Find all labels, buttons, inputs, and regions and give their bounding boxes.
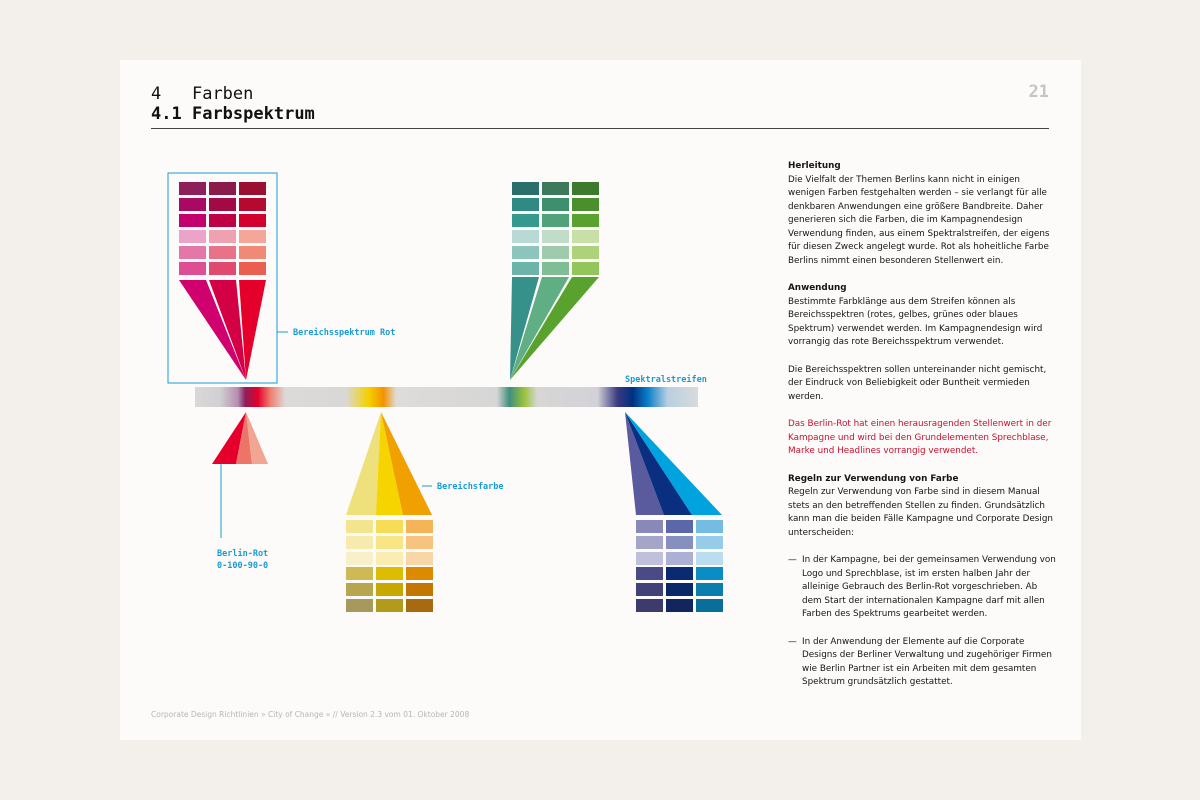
- chapter-number: 4: [151, 84, 162, 104]
- anwendung-paragraph: [788, 282, 1058, 350]
- blue-swatch-grid: [636, 520, 723, 612]
- herleitung-heading: Herleitung: [788, 161, 841, 171]
- section-number: 4.1: [151, 104, 182, 124]
- document-page: [120, 60, 1081, 740]
- bullet-item-kampagne: [788, 554, 1058, 622]
- label-bereichsspektrum-rot: Bereichsspektrum Rot: [293, 328, 396, 338]
- anwendung-body: Bestimmte Farbklänge aus dem Streifen können als Bereichsspektren (rotes, gelbes, grünes oder blaues Spektrum) verwendet werden. Im Kampagnendesign wird vorrangig das rote Bereichsspektrum verwendet.: [788, 296, 1043, 347]
- spectral-strip: [195, 387, 698, 407]
- berlin-red-fan: [212, 412, 268, 464]
- green-swatch-grid: [512, 182, 599, 275]
- label-bereichsfarbe: Bereichsfarbe: [437, 482, 504, 492]
- page-number: 21: [1028, 82, 1049, 102]
- color-spectrum-figure: [120, 60, 740, 660]
- label-spektralstreifen: Spektralstreifen: [625, 375, 707, 385]
- chapter-title: Farben: [191, 84, 254, 104]
- herleitung-body: Die Vielfalt der Themen Berlins kann nicht in einigen wenigen Farben festgehalten werden – sie verlangt für alle denkbaren Anwendungen eine größere Bandbreite. Daher generieren sich die Farben, die im Kampagnendesign Verwendung finden, aus einem Spektralstreifen, der eigens für diesen Zweck angelegt wurde. Rot als hoheitliche Farbe Berlins nimmt einen besonderen Stellenwert ein.: [788, 174, 1050, 266]
- anwendung-paragraph-2: Die Bereichsspektren sollen untereinander nicht gemischt, der Eindruck von Beliebigkeit oder Buntheit vermieden werden.: [788, 364, 1047, 402]
- bullet-dash: —: [788, 555, 797, 565]
- yellow-swatch-grid: [346, 520, 433, 612]
- regeln-heading: Regeln zur Verwendung von Farbe: [788, 473, 959, 484]
- red-spectrum-fan: [179, 280, 266, 380]
- regeln-body: Regeln zur Verwendung von Farbe sind in diesem Manual stets an den betreffenden Stellen zu finden. Grundsätzlich kann man die beiden Fälle Kampagne und Corporate Design unterscheiden:: [788, 487, 1053, 538]
- red-swatch-grid: [179, 182, 266, 275]
- bullet-text: In der Kampagne, bei der gemeinsamen Verwendung von Logo und Sprechblase, ist im ersten halben Jahr der alleinige Gebrauch des Berlin-Rot vorgeschrieben. Ab dem Start der internationalen Kampagne darf mit allen Farben des Spektrums gearbeitet werden.: [802, 555, 1056, 619]
- regeln-paragraph: [788, 473, 1058, 541]
- label-berlin-rot-code: 0-100-90-0: [217, 561, 269, 571]
- bullet-dash: —: [788, 636, 797, 647]
- section-title: Farbspektrum: [191, 104, 315, 124]
- anwendung-heading: Anwendung: [788, 283, 847, 293]
- label-berlin-rot: Berlin-Rot: [217, 549, 269, 559]
- herleitung-paragraph: [788, 160, 1058, 268]
- yellow-spectrum-fan: [346, 412, 432, 515]
- green-spectrum-fan: [510, 277, 599, 380]
- bullet-item-corporate-design: [788, 636, 1058, 690]
- body-text-column: [788, 160, 1058, 704]
- berlin-red-note: Das Berlin-Rot hat einen herausragenden Stellenwert in der Kampagne und wird bei den Grundelementen Sprechblase, Marke und Headlines vorrangig verwendet.: [788, 419, 1052, 456]
- page-footer: Corporate Design Richtlinien » City of Change « // Version 2.3 vom 01. Oktober 2008: [151, 710, 470, 719]
- bullet-text: In der Anwendung der Elemente auf die Corporate Designs der Berliner Verwaltung und zugehöriger Firmen wie Berlin Partner ist ein Arbeiten mit dem gesamten Spektrum grundsätzlich gestattet.: [802, 636, 1052, 687]
- blue-spectrum-fan: [625, 412, 722, 515]
